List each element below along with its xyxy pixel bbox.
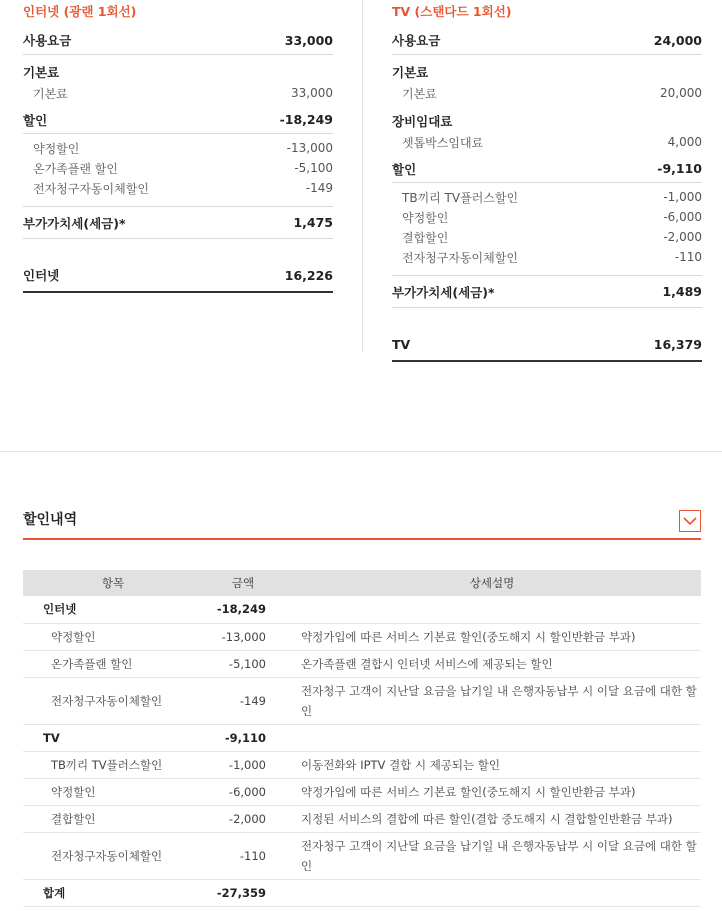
group-row <box>23 724 701 751</box>
internet-discount-heading <box>23 106 333 134</box>
col-header-amount: 금액 <box>203 570 283 596</box>
item-amount: -149 <box>203 677 283 724</box>
tv-rental-heading <box>392 110 702 131</box>
table-row <box>23 778 701 805</box>
tv-discount-heading <box>392 155 702 183</box>
discount-label: 할인 <box>392 161 417 177</box>
item-description: 약정가입에 따른 서비스 기본료 할인(중도해지 시 할인반환금 부과) <box>283 778 701 805</box>
tv-total-row <box>392 328 702 362</box>
group-row <box>23 596 701 623</box>
item-amount: -110 <box>203 832 283 879</box>
item-name: TB끼리 TV플러스할인 <box>23 751 203 778</box>
item-name: 인터넷 <box>23 596 203 623</box>
tv-discount-list <box>392 183 702 276</box>
item-description <box>283 879 701 906</box>
item-name: 합계 <box>23 879 203 906</box>
item-description <box>283 596 701 623</box>
chevron-down-icon[interactable] <box>679 510 701 532</box>
item-amount: -9,110 <box>203 724 283 751</box>
usage-label: 사용요금 <box>392 33 441 48</box>
table-row <box>23 677 701 724</box>
base-sub-value: 20,000 <box>660 86 702 100</box>
discount-item <box>392 227 702 247</box>
discount-item-label: 약정할인 <box>33 141 80 156</box>
usage-label: 사용요금 <box>23 33 72 48</box>
tv-vat-row <box>392 276 702 308</box>
internet-vat-row <box>23 207 333 239</box>
internet-base-row <box>23 82 333 104</box>
discount-item-value: -13,000 <box>286 141 333 155</box>
tv-title: TV (스탠다드 1회선) <box>392 4 512 19</box>
item-name: 약정할인 <box>23 778 203 805</box>
total-label: 인터넷 <box>23 268 60 283</box>
discount-item <box>23 158 333 178</box>
col-header-item: 항목 <box>23 570 203 596</box>
table-row <box>23 650 701 677</box>
discount-item-label: 약정할인 <box>402 210 449 225</box>
discount-details-section <box>23 500 701 540</box>
usage-value: 24,000 <box>653 32 702 48</box>
vat-label: 부가가치세(세금)* <box>392 284 495 300</box>
item-amount: -27,359 <box>203 879 283 906</box>
discount-item-value: -149 <box>305 181 333 195</box>
internet-discount-list <box>23 134 333 207</box>
table-header-row <box>23 570 701 596</box>
discount-value: -9,110 <box>657 161 702 176</box>
column-divider <box>362 0 363 352</box>
item-amount: -6,000 <box>203 778 283 805</box>
internet-usage-row <box>23 26 333 55</box>
item-name: 전자청구자동이체할인 <box>23 832 203 879</box>
tv-base-heading <box>392 61 702 82</box>
item-description: 이동전화와 IPTV 결합 시 제공되는 할인 <box>283 751 701 778</box>
item-amount: -2,000 <box>203 805 283 832</box>
discount-item <box>392 247 702 267</box>
rental-sub-value: 4,000 <box>667 135 702 149</box>
discount-label: 할인 <box>23 112 48 128</box>
col-header-description: 상세설명 <box>283 570 701 596</box>
discount-item-value: -6,000 <box>663 210 702 224</box>
discount-details-header <box>23 500 701 540</box>
table-row <box>23 805 701 832</box>
table-row <box>23 751 701 778</box>
total-value: 16,379 <box>653 336 702 352</box>
discount-item-label: 전자청구자동이체할인 <box>33 181 149 196</box>
item-name: 온가족플랜 할인 <box>23 650 203 677</box>
item-amount: -5,100 <box>203 650 283 677</box>
item-amount: -13,000 <box>203 623 283 650</box>
item-description: 지정된 서비스의 결합에 따른 할인(결합 중도해지 시 결합할인반환금 부과) <box>283 805 701 832</box>
internet-summary <box>23 0 333 293</box>
discount-item-value: -1,000 <box>663 190 702 204</box>
base-sub-label: 기본료 <box>33 86 68 101</box>
item-description: 전자청구 고객이 지난달 요금을 납기일 내 은행자동납부 시 이달 요금에 대한 할인 <box>283 832 701 879</box>
item-amount: -18,249 <box>203 596 283 623</box>
discount-item <box>392 207 702 227</box>
item-description: 전자청구 고객이 지난달 요금을 납기일 내 은행자동납부 시 이달 요금에 대한 할인 <box>283 677 701 724</box>
discount-item-label: 온가족플랜 할인 <box>33 161 118 176</box>
discount-item-value: -5,100 <box>294 161 333 175</box>
vat-value: 1,489 <box>662 284 702 299</box>
base-label: 기본료 <box>392 64 429 80</box>
discount-details-title: 할인내역 <box>23 512 78 528</box>
item-name: TV <box>23 724 203 751</box>
discount-item-label: 결합할인 <box>402 230 449 245</box>
total-label: TV <box>392 336 411 352</box>
tv-base-row <box>392 82 702 104</box>
discount-details-table <box>23 570 701 907</box>
item-description: 온가족플랜 결합시 인터넷 서비스에 제공되는 할인 <box>283 650 701 677</box>
discount-item-label: TB끼리 TV플러스할인 <box>402 190 519 205</box>
item-name: 전자청구자동이체할인 <box>23 677 203 724</box>
vat-label: 부가가치세(세금)* <box>23 215 126 231</box>
vat-value: 1,475 <box>293 215 333 230</box>
section-separator <box>0 451 722 452</box>
item-amount: -1,000 <box>203 751 283 778</box>
discount-item <box>23 138 333 158</box>
tv-rental-row <box>392 131 702 153</box>
item-description: 약정가입에 따른 서비스 기본료 할인(중도해지 시 할인반환금 부과) <box>283 623 701 650</box>
discount-item-label: 전자청구자동이체할인 <box>402 250 518 265</box>
tv-usage-row <box>392 26 702 55</box>
internet-title: 인터넷 (광랜 1회선) <box>23 4 137 19</box>
total-row <box>23 879 701 906</box>
internet-base-heading <box>23 61 333 82</box>
discount-item <box>392 187 702 207</box>
discount-item-value: -110 <box>674 250 702 264</box>
base-label: 기본료 <box>23 64 60 80</box>
tv-summary <box>392 0 702 362</box>
base-sub-label: 기본료 <box>402 86 437 101</box>
rental-sub-label: 셋톱박스임대료 <box>402 135 484 150</box>
table-row <box>23 832 701 879</box>
usage-value: 33,000 <box>284 32 333 48</box>
total-value: 16,226 <box>284 267 333 283</box>
item-name: 약정할인 <box>23 623 203 650</box>
discount-item-value: -2,000 <box>663 230 702 244</box>
rental-label: 장비임대료 <box>392 113 453 129</box>
discount-value: -18,249 <box>279 112 333 127</box>
item-description <box>283 724 701 751</box>
internet-total-row <box>23 259 333 293</box>
base-sub-value: 33,000 <box>291 86 333 100</box>
table-row <box>23 623 701 650</box>
discount-item <box>23 178 333 198</box>
item-name: 결합할인 <box>23 805 203 832</box>
